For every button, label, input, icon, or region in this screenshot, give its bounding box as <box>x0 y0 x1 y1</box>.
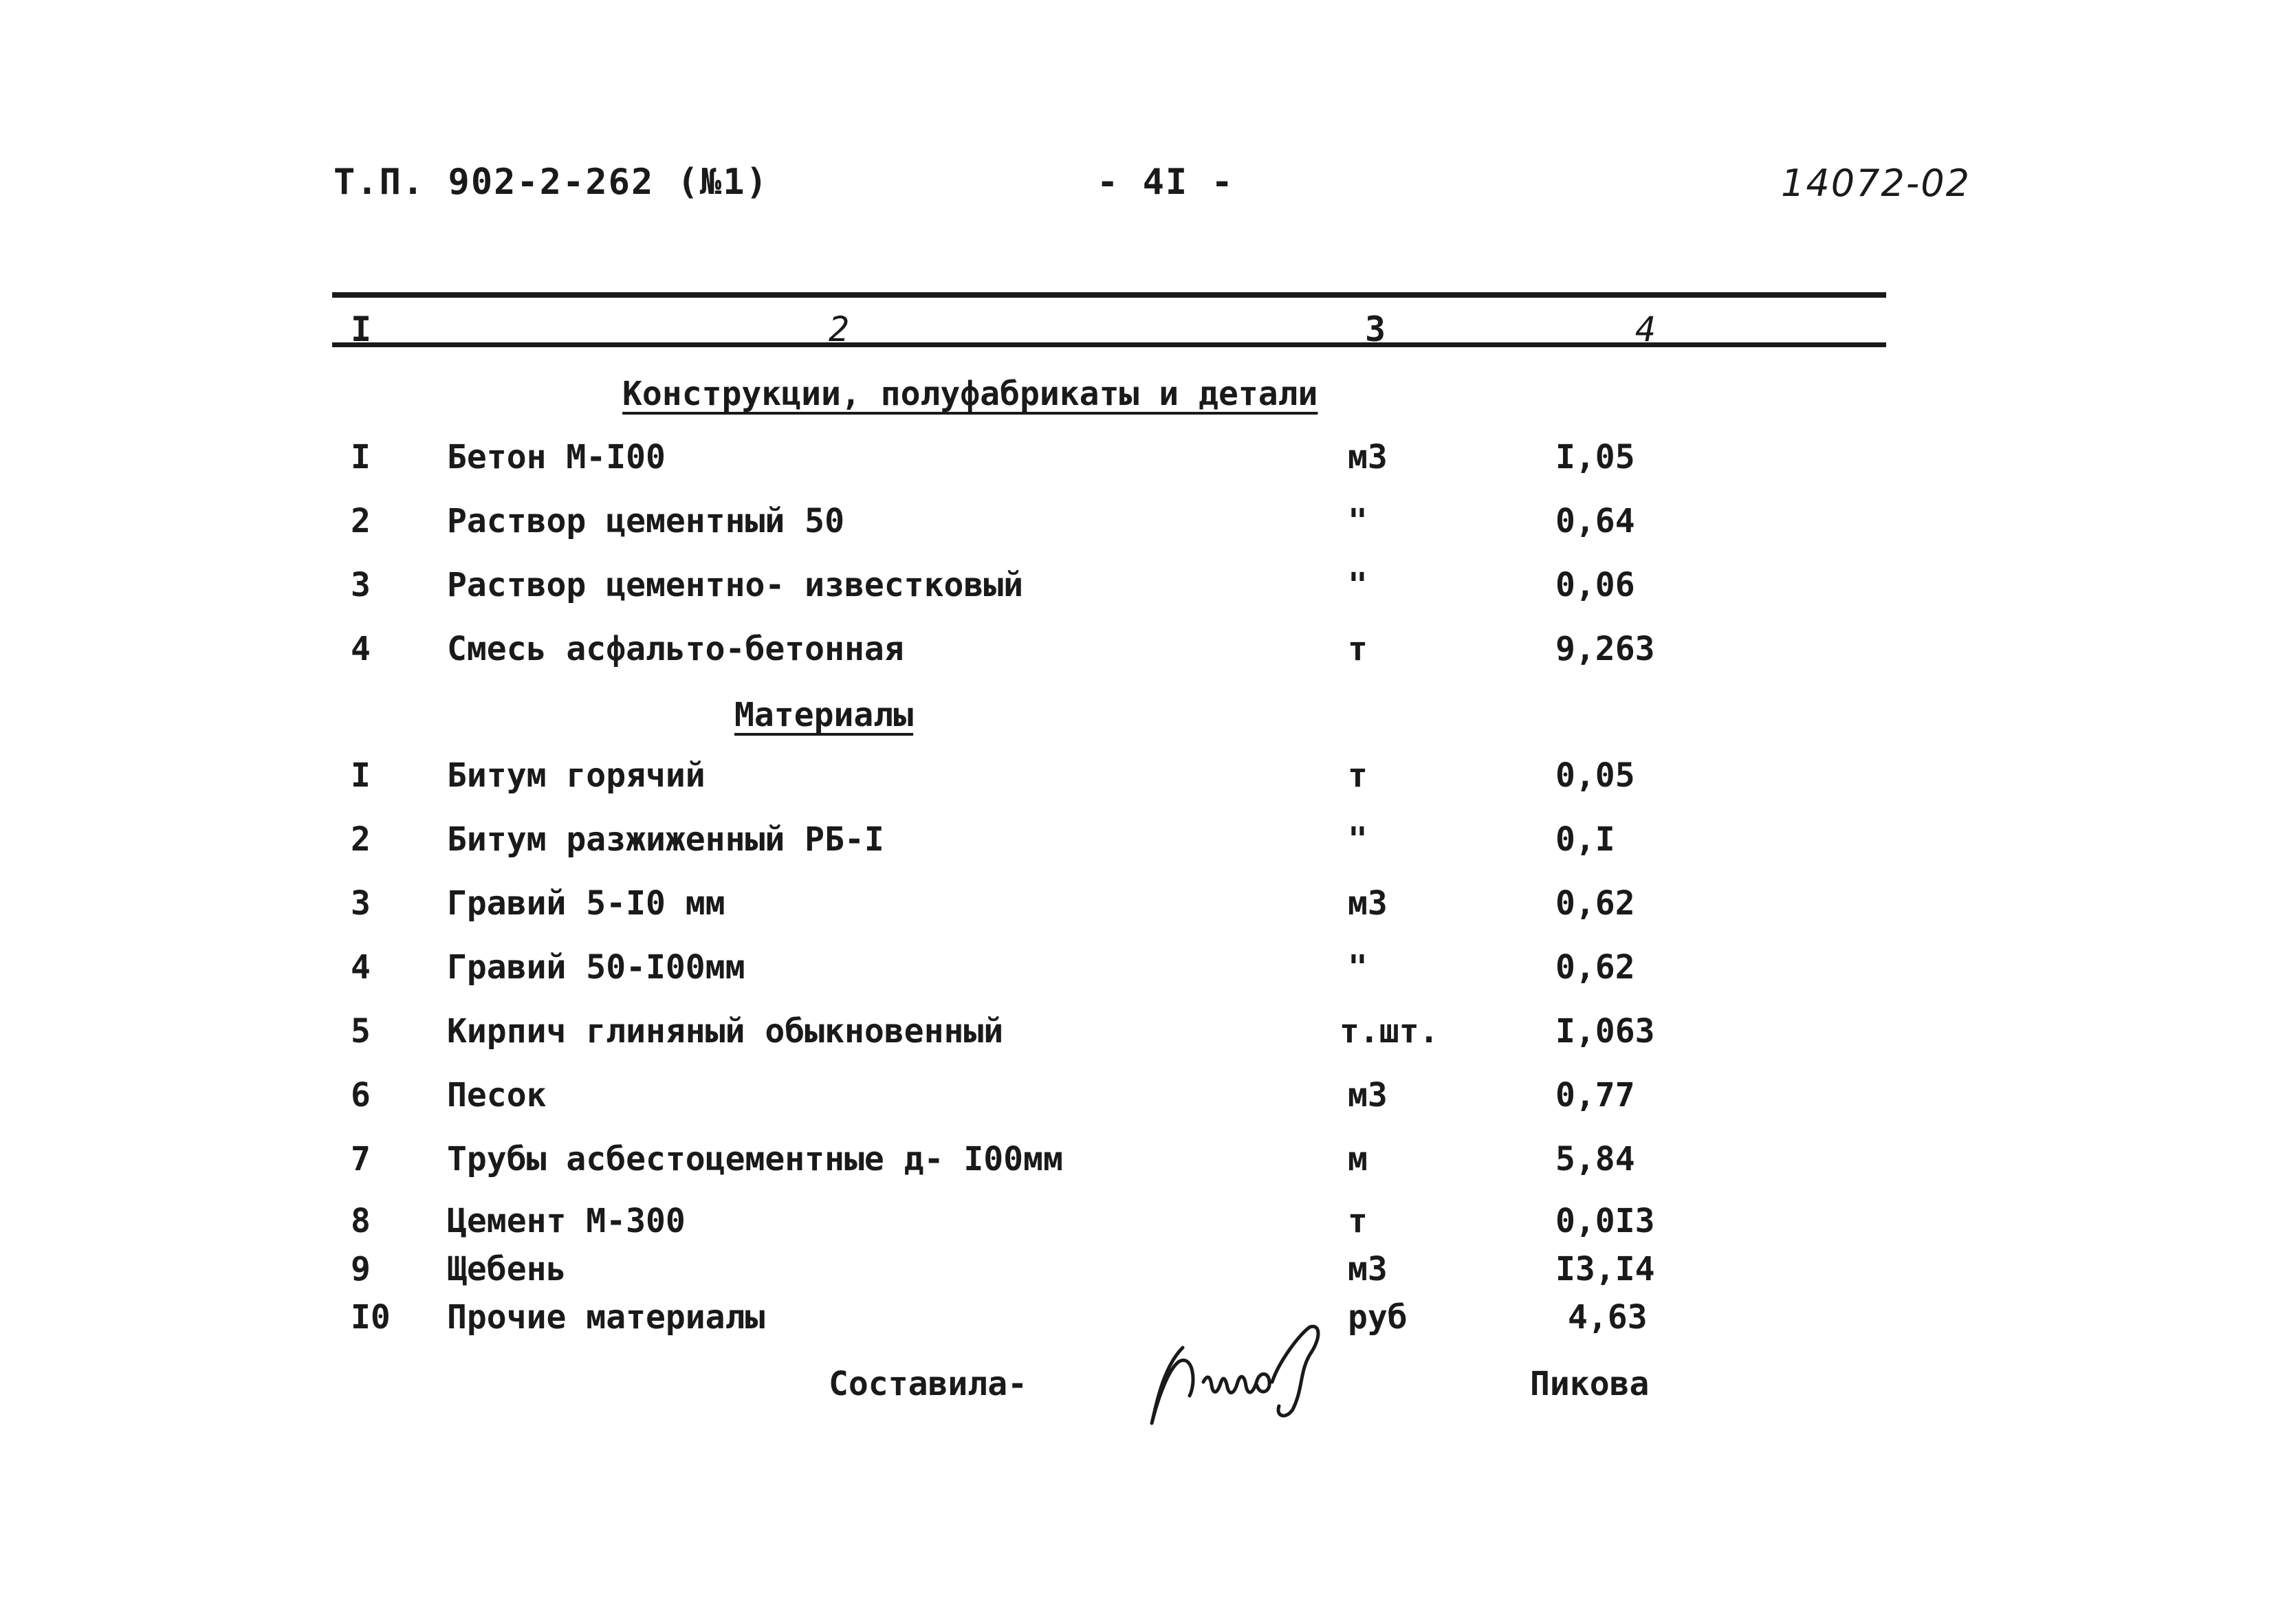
table-row <box>0 820 2274 868</box>
table-row <box>0 502 2274 550</box>
row-number: I <box>351 438 371 476</box>
row-unit: т.шт. <box>1340 1012 1439 1051</box>
row-quantity: 0,0I3 <box>1555 1202 1655 1240</box>
row-quantity: 0,06 <box>1555 566 1635 604</box>
column-number-4: 4 <box>1635 309 1657 349</box>
table-row <box>0 948 2274 996</box>
row-unit: " <box>1348 948 1368 987</box>
row-quantity: 9,263 <box>1555 630 1655 668</box>
row-quantity: I3,I4 <box>1555 1250 1655 1288</box>
row-quantity: I,05 <box>1555 438 1635 476</box>
table-row <box>0 1298 2274 1346</box>
archive-number: 14072-02 <box>1781 162 1971 205</box>
row-name: Гравий 5-I0 мм <box>447 884 725 923</box>
table-row <box>0 1250 2274 1298</box>
row-number: I <box>351 756 371 795</box>
row-number: 3 <box>351 566 371 604</box>
row-number: 5 <box>351 1012 371 1051</box>
row-unit: м3 <box>1348 884 1388 923</box>
row-name: Смесь асфальто-бетонная <box>447 630 904 668</box>
row-unit: " <box>1348 820 1368 859</box>
column-number-1: I <box>351 309 372 349</box>
row-unit: " <box>1348 502 1368 540</box>
column-number-2: 2 <box>829 309 850 349</box>
table-row <box>0 1202 2274 1250</box>
table-row <box>0 630 2274 678</box>
row-quantity: 4,63 <box>1568 1298 1648 1337</box>
row-number: 4 <box>351 630 371 668</box>
row-quantity: 0,I <box>1555 820 1615 859</box>
row-unit: " <box>1348 566 1368 604</box>
row-name: Раствор цементный 50 <box>447 502 844 540</box>
row-quantity: 5,84 <box>1555 1140 1635 1178</box>
row-number: 4 <box>351 948 371 987</box>
row-quantity: 0,62 <box>1555 948 1635 987</box>
section-title-materials: Материалы <box>734 696 914 734</box>
column-number-3: 3 <box>1365 309 1386 349</box>
doc-code: Т.П. 902-2-262 (№1) <box>334 162 769 203</box>
signatory-name: Пикова <box>1530 1365 1650 1403</box>
row-number: 2 <box>351 820 371 859</box>
row-name: Прочие материалы <box>447 1298 765 1337</box>
row-unit: т <box>1348 630 1368 668</box>
row-number: 8 <box>351 1202 371 1240</box>
row-quantity: 0,77 <box>1555 1076 1635 1115</box>
row-number: 6 <box>351 1076 371 1115</box>
row-name: Цемент М-300 <box>447 1202 686 1240</box>
row-number: 7 <box>351 1140 371 1178</box>
row-name: Гравий 50-I00мм <box>447 948 745 987</box>
signature-label: Составила- <box>829 1365 1027 1403</box>
table-row <box>0 566 2274 614</box>
row-name: Кирпич глиняный обыкновенный <box>447 1012 1004 1051</box>
row-number: 2 <box>351 502 371 540</box>
table-row <box>0 1140 2274 1188</box>
table-row <box>0 884 2274 932</box>
row-unit: т <box>1348 1202 1368 1240</box>
row-number: I0 <box>351 1298 391 1337</box>
row-number: 9 <box>351 1250 371 1288</box>
page-number: - 4I - <box>1097 162 1234 203</box>
row-unit: м <box>1348 1140 1368 1178</box>
row-name: Битум горячий <box>447 756 706 795</box>
row-name: Щебень <box>447 1250 567 1288</box>
table-top-rule <box>332 292 1886 298</box>
row-quantity: 0,64 <box>1555 502 1635 540</box>
section-title-constructions: Конструкции, полуфабрикаты и детали <box>622 375 1318 413</box>
table-row <box>0 756 2274 804</box>
row-unit: м3 <box>1348 438 1388 476</box>
row-quantity: 0,05 <box>1555 756 1635 795</box>
table-row <box>0 438 2274 486</box>
row-name: Битум разжиженный РБ-I <box>447 820 884 859</box>
row-unit: м3 <box>1348 1250 1388 1288</box>
table-row <box>0 1012 2274 1060</box>
table-row <box>0 1076 2274 1124</box>
handwritten-signature <box>1141 1306 1334 1430</box>
row-quantity: 0,62 <box>1555 884 1635 923</box>
row-name: Песок <box>447 1076 547 1115</box>
row-unit: руб <box>1348 1298 1408 1337</box>
row-name: Трубы асбестоцементные д- I00мм <box>447 1140 1063 1178</box>
row-number: 3 <box>351 884 371 923</box>
row-quantity: I,063 <box>1555 1012 1655 1051</box>
row-name: Раствор цементно- известковый <box>447 566 1024 604</box>
row-name: Бетон М-I00 <box>447 438 666 476</box>
row-unit: м3 <box>1348 1076 1388 1115</box>
row-unit: т <box>1348 756 1368 795</box>
